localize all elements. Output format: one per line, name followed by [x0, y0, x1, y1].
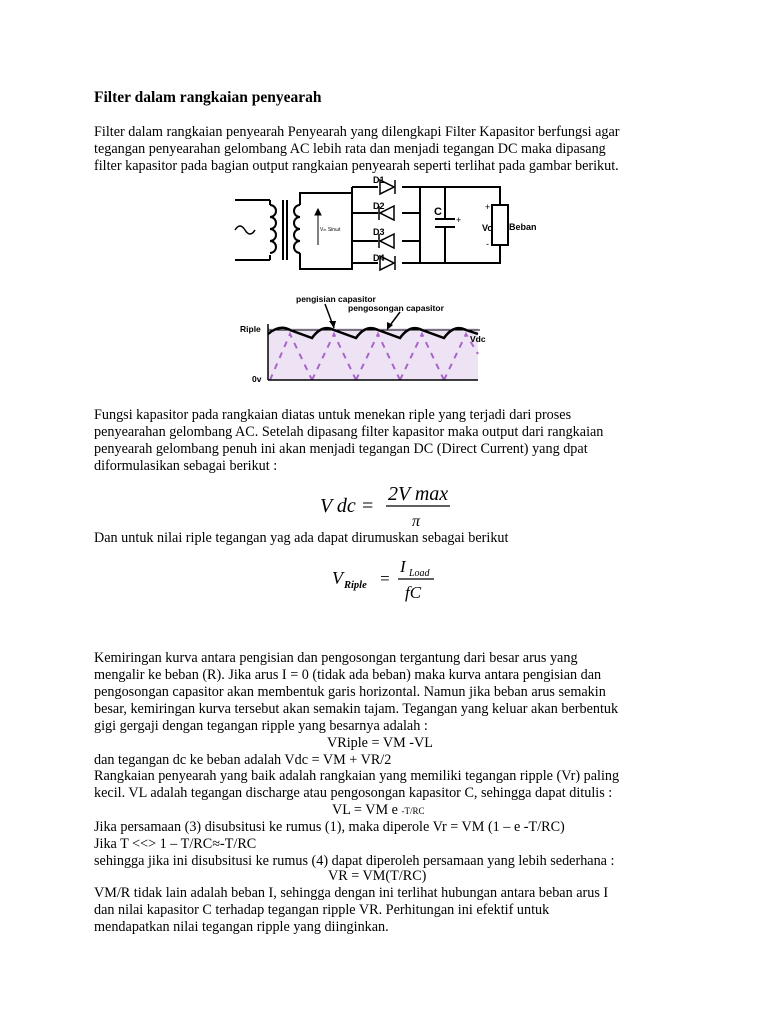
para4-line-4: besar, kemiringan kurva tersebut akan semakin tajam. Tegangan yang keluar akan berbentuk [94, 701, 619, 717]
formula-vriple-sub: Riple [344, 580, 367, 591]
intro-line-3: filter kapasitor pada bagian output rangkaian penyearah seperti terlihat pada gambar berikut. [94, 158, 619, 174]
capacitor-label: C [434, 206, 442, 218]
para4-line-1: Kemiringan kurva antara pengisian dan pengosongan tergantung dari besar arus yang [94, 650, 578, 666]
line-substitution: Jika persamaan (3) disubsitusi ke rumus (1), maka diperole Vr = VM (1 – e -T/RC) [94, 819, 565, 835]
rectifier-circuit-diagram [230, 175, 540, 278]
line-vdc: dan tegangan dc ke beban adalah Vdc = VM + VR/2 [94, 752, 392, 768]
line-jika-t: Jika T <<> 1 – T/RC≈-T/RC [94, 836, 257, 852]
formula-vriple-num-sub: Load [409, 568, 430, 579]
para6-line-2: dan nilai kapasitor C terhadap tegangan ripple VR. Perhitungan ini efektif untuk [94, 902, 550, 918]
para6-line-1: VM/R tidak lain adalah beban I, sehingga dengan ini terlihat hubungan antara beban arus I [94, 885, 609, 901]
output-plus: + [485, 202, 491, 212]
formula-vdc-denominator: π [412, 513, 421, 530]
diode-d2-label: D2 [373, 201, 385, 211]
equation-vr: VR = VM(T/RC) [328, 868, 427, 884]
line-sehingga: sehingga jika ini disubsitusi ke rumus (4) dapat diperoleh persamaan yang lebih sederhana : [94, 853, 615, 869]
para6-line-3: mendapatkan nilai tegangan ripple yang diinginkan. [94, 919, 389, 935]
vdc-label: Vdc [470, 334, 486, 344]
intro-line-1: Filter dalam rangkaian penyearah Penyearah yang dilengkapi Filter Kapasitor berfungsi agar [94, 124, 620, 140]
vin-label: Vₘ Sinωt [320, 227, 341, 233]
para2-line-4: diformulasikan sebagai berikut : [94, 458, 278, 474]
page-title: Filter dalam rangkaian penyearah [94, 89, 322, 106]
equation-vl-base: VL = VM e [332, 802, 402, 818]
para5-line-2: kecil. VL adalah tegangan discharge atau pengosongan kapasitor C, sehingga dapat ditulis : [94, 785, 613, 801]
formula-vriple-den: fC [405, 583, 422, 602]
para4-line-5: gigi gergaji dengan tegangan ripple yang besarnya adalah : [94, 718, 428, 734]
diode-d4-label: D4 [373, 253, 385, 263]
para5-line-1: Rangkaian penyearah yang baik adalah rangkaian yang memiliki tegangan ripple (Vr) paling [94, 768, 620, 784]
capacitor-plus: + [456, 215, 462, 225]
equation-vl [332, 802, 425, 819]
para4-line-3: pengosongan capasitor akan membentuk garis horizontal. Namun jika beban arus semakin [94, 684, 606, 700]
formula-vriple-eq: = [379, 569, 391, 588]
para4-line-2: mengalir ke beban (R). Jika arus I = 0 (tidak ada beban) maka kurva antara pengisian dan [94, 667, 602, 683]
beban-label: Beban [509, 222, 537, 232]
equation-vriple: VRiple = VM -VL [327, 735, 433, 751]
formula-vdc [318, 482, 458, 530]
formula-vdc-lhs: V dc = [320, 495, 375, 517]
para3-line: Dan untuk nilai riple tegangan yag ada dapat dirumuskan sebagai berikut [94, 530, 509, 546]
vo-label: Vo [482, 223, 493, 233]
formula-vdc-numerator: 2V max [388, 483, 449, 505]
equation-vl-exponent: -T/RC [401, 806, 425, 816]
riple-label: Riple [240, 324, 261, 334]
zero-label: 0v [252, 374, 262, 384]
charge-label: pengisian capasitor [296, 294, 376, 304]
diode-d1-label: D1 [373, 175, 385, 185]
output-minus: - [486, 239, 489, 249]
intro-line-2: tegangan penyearahan gelombang AC lebih rata dan menjadi tegangan DC maka dipasang [94, 141, 606, 157]
formula-vriple [330, 555, 440, 603]
diode-d3-label: D3 [373, 227, 385, 237]
ripple-waveform-diagram [230, 294, 540, 396]
para2-line-2: penyearahan gelombang AC. Setelah dipasang filter kapasitor maka output dari rangkaian [94, 424, 604, 440]
formula-vriple-num-i: I [400, 557, 406, 576]
para2-line-1: Fungsi kapasitor pada rangkaian diatas untuk menekan riple yang terjadi dari proses [94, 407, 572, 423]
discharge-label: pengosongan capasitor [348, 303, 444, 313]
para2-line-3: penyearah gelombang penuh ini akan menjadi tegangan DC (Direct Current) yang dpat [94, 441, 588, 457]
formula-vriple-v: V [332, 568, 343, 588]
